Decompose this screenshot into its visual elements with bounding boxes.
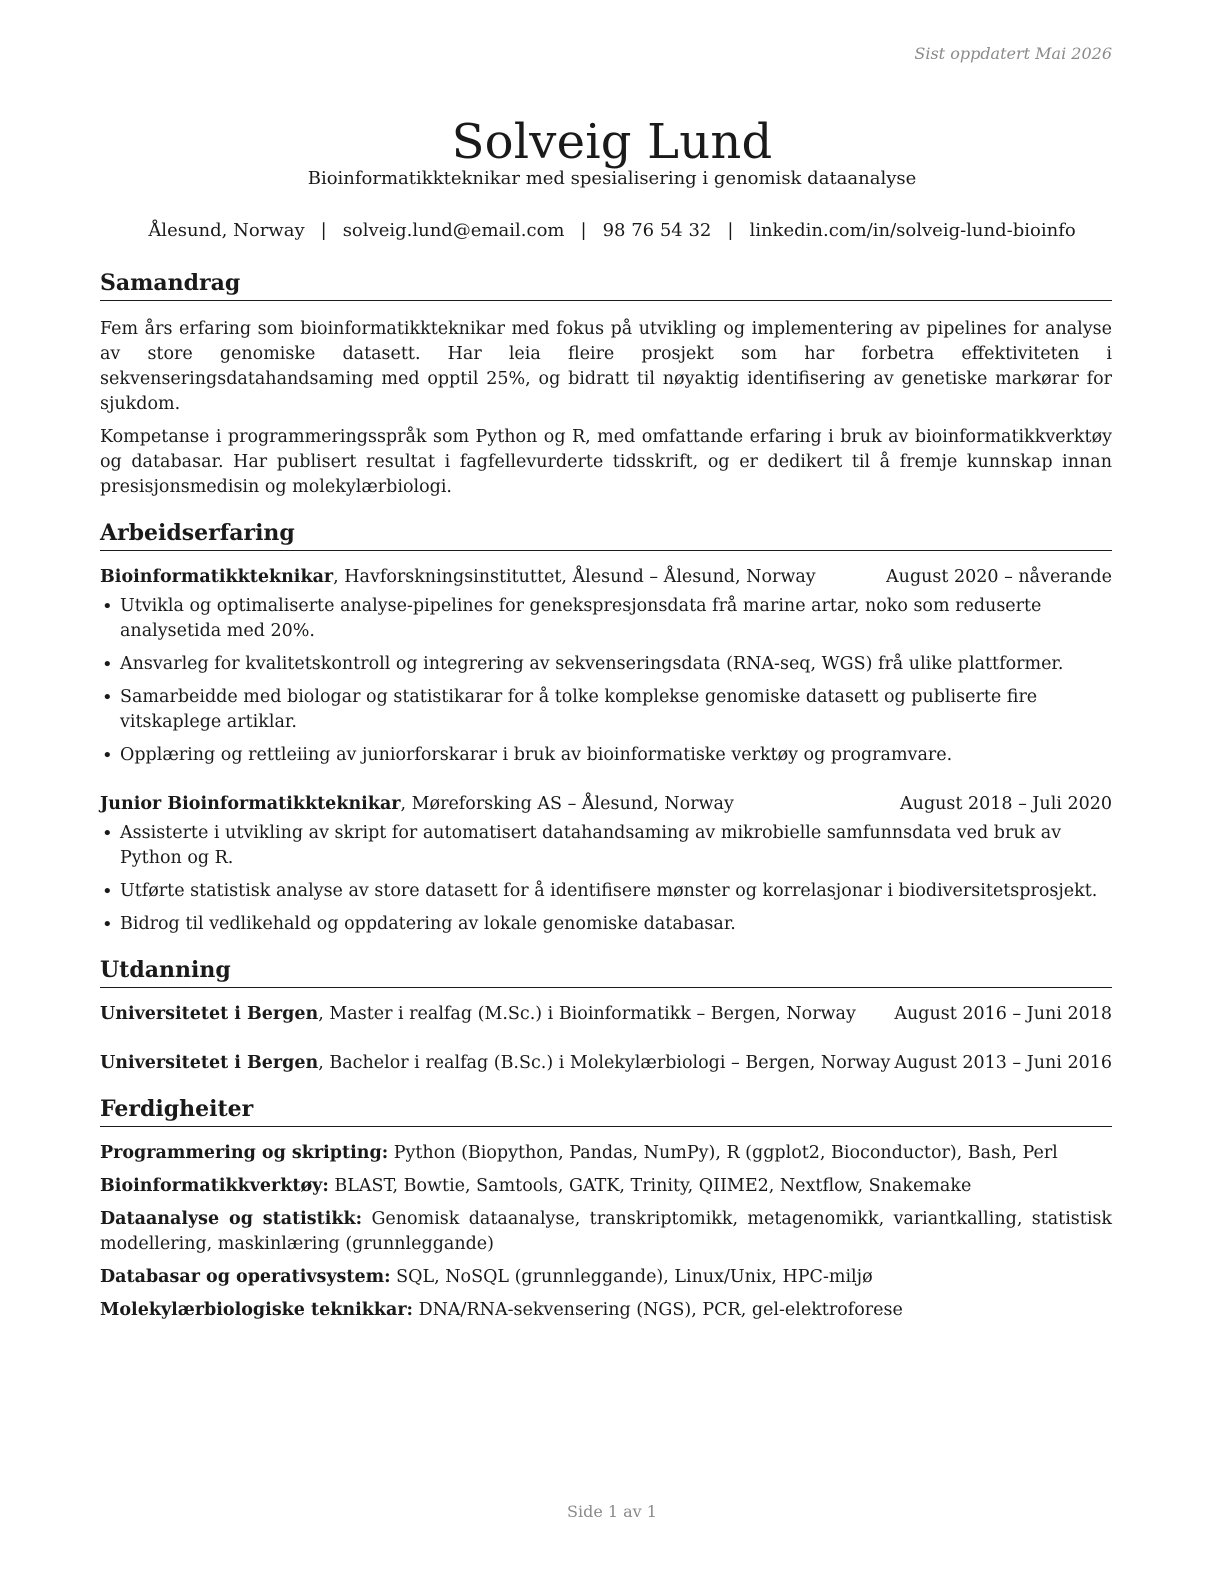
location: Ålesund, Norway [148,220,305,241]
separator: | [580,220,587,241]
job-bullet: • Assisterte i utvikling av skript for automatisert datahandsaming av mikrobielle samfunnsdata ved bruk av Python og R. [100,821,1112,871]
skill-value: BLAST, Bowtie, Samtools, GATK, Trinity, QIIME2, Nextflow, Snakemake [328,1176,972,1196]
skill-value: Python (Biopython, Pandas, NumPy), R (ggplot2, Bioconductor), Bash, Perl [388,1143,1058,1163]
job-bullet: • Utførte statistisk analyse av store datasett for å identifisere mønster og korrelasjonar i biodiversitetsprosjekt. [100,879,1112,904]
education-school: Universitetet i Bergen [100,1004,319,1024]
job-dates: August 2020 – nåverande [886,567,1112,587]
experience-section [100,518,1112,937]
email-link[interactable]: solveig.lund@email.com [342,220,565,241]
job-bullet: • Samarbeidde med biologar og statistikarar for å tolke komplekse genomiske datasett og publiserte fire vitskaplege artiklar. [100,685,1112,735]
skills-section [100,1094,1112,1323]
skill-label: Databasar og operativsystem: [100,1267,391,1287]
education-dates: August 2013 – Juni 2016 [894,1053,1112,1073]
job-bullets [100,594,1112,768]
job-bullet: • Ansvarleg for kvalitetskontroll og integrering av sekvenseringsdata (RNA-seq, WGS) frå ulike plattformer. [100,652,1112,677]
section-title-summary: Samandrag [100,268,1112,301]
skill-value: Genomisk dataanalyse, transkriptomikk, metagenomikk, variantkalling, statistisk modellering, maskinlæring (grunnleggande) [100,1209,1112,1254]
linkedin-link[interactable]: linkedin.com/in/solveig-lund-bioinfo [749,220,1076,241]
job-entry [100,565,1112,768]
job-bullet: • Utvikla og optimaliserte analyse-pipelines for genekspresjonsdata frå marine artar, noko som reduserte analysetida med 20%. [100,594,1112,644]
job-entry [100,792,1112,937]
section-title-experience: Arbeidserfaring [100,518,1112,551]
education-degree: , Master i realfag (M.Sc.) i Bioinformatikk – Bergen, Norway [318,1004,856,1024]
skill-label: Bioinformatikkverktøy: [100,1176,329,1196]
separator: | [727,220,734,241]
education-section [100,955,1112,1076]
job-role: Junior Bioinformatikkteknikar [100,794,401,814]
candidate-name: Solveig Lund [451,114,773,171]
summary-section [100,268,1112,500]
job-bullet: • Bidrog til vedlikehald og oppdatering av lokale genomiske databasar. [100,912,1112,937]
education-entry [100,1002,1112,1027]
job-header [100,792,1112,817]
separator: | [320,220,327,241]
job-dates: August 2018 – Juli 2020 [900,794,1112,814]
skill-label: Programmering og skripting: [100,1143,389,1163]
skill-value: DNA/RNA-sekvensering (NGS), PCR, gel-elektroforese [413,1300,903,1320]
contact-line [0,220,1224,241]
job-bullet: • Opplæring og rettleiing av juniorforskarar i bruk av bioinformatiske verktøy og programvare. [100,743,1112,768]
job-org: , Havforskningsinstituttet, Ålesund – Ålesund, Norway [333,567,816,587]
education-dates: August 2016 – Juni 2018 [894,1004,1112,1024]
job-header [100,565,1112,590]
education-entry [100,1051,1112,1076]
last-updated-note: Sist oppdatert Mai 2026 [914,44,1112,63]
job-bullets [100,821,1112,937]
skill-value: SQL, NoSQL (grunnleggande), Linux/Unix, HPC-miljø [390,1267,873,1287]
section-title-skills: Ferdigheiter [100,1094,1112,1127]
phone: 98 76 54 32 [602,220,712,241]
skill-row [100,1298,1112,1323]
headline: Bioinformatikkteknikar med spesialisering i genomisk dataanalyse [307,168,917,189]
skill-label: Molekylærbiologiske teknikkar: [100,1300,414,1320]
skill-row [100,1174,1112,1199]
skill-row [100,1265,1112,1290]
skill-row [100,1207,1112,1257]
job-role: Bioinformatikkteknikar [100,567,334,587]
skill-row [100,1141,1112,1166]
job-org: , Møreforsking AS – Ålesund, Norway [400,794,734,814]
education-school: Universitetet i Bergen [100,1053,319,1073]
skill-label: Dataanalyse og statistikk: [100,1209,363,1229]
resume-body [100,268,1112,1331]
page-number: Side 1 av 1 [567,1502,657,1521]
section-title-education: Utdanning [100,955,1112,988]
education-degree: , Bachelor i realfag (B.Sc.) i Molekylærbiologi – Bergen, Norway [318,1053,891,1073]
summary-paragraph: Kompetanse i programmeringsspråk som Python og R, med omfattande erfaring i bruk av bioinformatikkverktøy og databasar. Har publisert resultat i fagfellevurderte tidsskrift, og er dedikert til å fremje kunnskap innan presisjonsmedisin og molekylærbiologi. [100,427,1112,497]
summary-paragraph: Fem års erfaring som bioinformatikkteknikar med fokus på utvikling og implementering av pipelines for analyse av store genomiske datasett. Har leia fleire prosjekt som har forbetra effektiviteten i sekvenseringsdatahandsaming med opptil 25%, og bidratt til nøyaktig identifisering av genetiske markørar for sjukdom. [100,319,1112,414]
